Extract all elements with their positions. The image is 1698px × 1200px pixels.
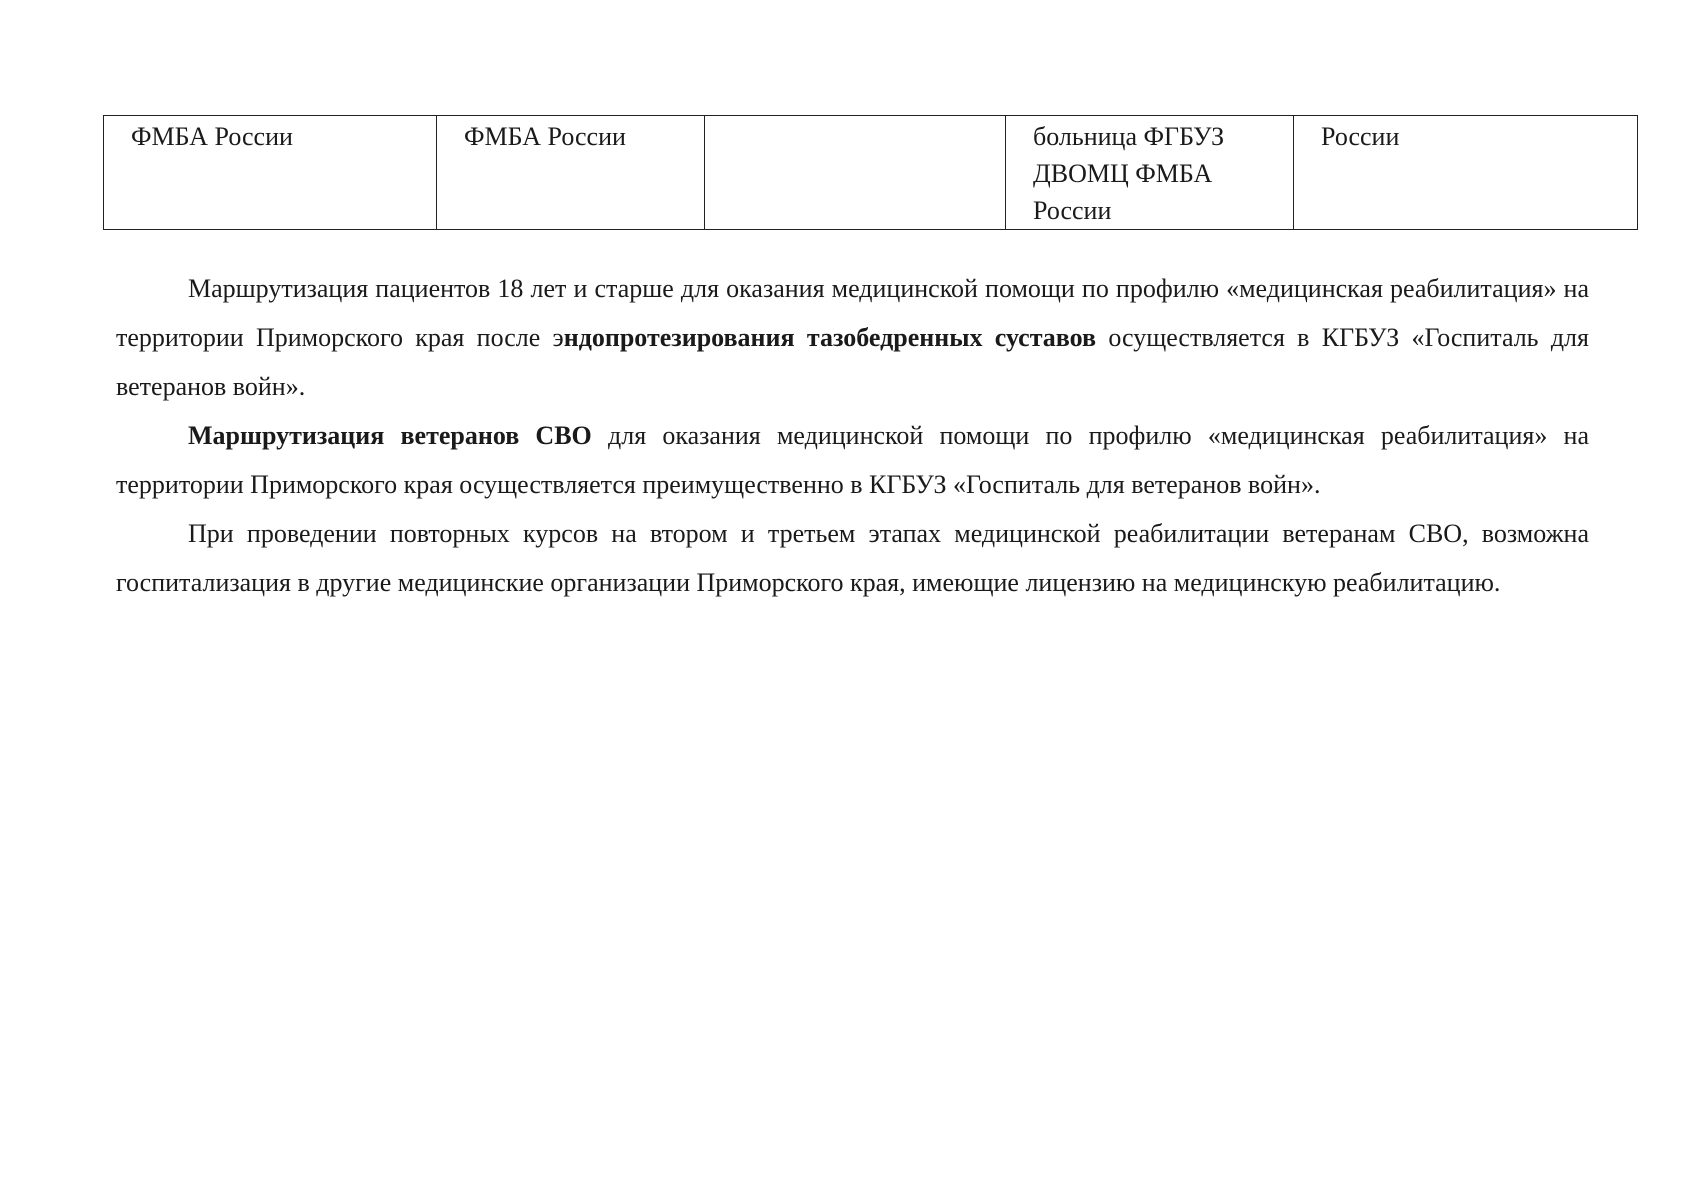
paragraph-svo-veterans-routing xyxy=(116,411,1589,509)
paragraph-2-bold: Маршрутизация ветеранов СВО xyxy=(188,421,592,450)
table-cell-5 xyxy=(1294,116,1638,230)
paragraph-1-text-a: Маршрутизация пациентов 18 лет и старше для оказания медицинской помощи по профилю «медицинская реабилитация» на территории Приморского края после э xyxy=(116,274,1589,352)
table-cell-4-line-1: больница ФГБУЗ xyxy=(1033,122,1225,151)
table-cell-3 xyxy=(705,116,1006,230)
document-table xyxy=(103,115,1638,230)
table-cell-2-text: ФМБА России xyxy=(464,122,626,151)
table-cell-4-line-3: России xyxy=(1033,196,1112,225)
paragraph-2-text: для оказания медицинской помощи по профилю «медицинская реабилитация» на территории Приморского края осуществляется преимущественно в КГБУЗ «Госпиталь для ветеранов войн». xyxy=(116,421,1589,499)
table-cell-5-text: России xyxy=(1321,122,1400,151)
table-cell-4 xyxy=(1006,116,1294,230)
paragraph-1-text-b: осуществляется в КГБУЗ «Госпиталь для ветеранов войн». xyxy=(116,323,1589,401)
table-row xyxy=(104,116,1638,230)
table-cell-1-text: ФМБА России xyxy=(131,122,293,151)
paragraph-repeat-courses xyxy=(116,509,1589,607)
document-body xyxy=(116,264,1589,607)
paragraph-hip-replacement-routing xyxy=(116,264,1589,411)
paragraph-3-text: При проведении повторных курсов на втором и третьем этапах медицинской реабилитации ветеранам СВО, возможна госпитализация в другие медицинские организации Приморского края, имеющие лицензию на медицинскую реабилитацию. xyxy=(116,519,1589,597)
table-cell-4-line-2: ДВОМЦ ФМБА xyxy=(1033,159,1213,188)
paragraph-1-bold: ндопротезирования тазобедренных суставов xyxy=(563,323,1097,352)
table-cell-1 xyxy=(104,116,437,230)
table-cell-2 xyxy=(437,116,705,230)
